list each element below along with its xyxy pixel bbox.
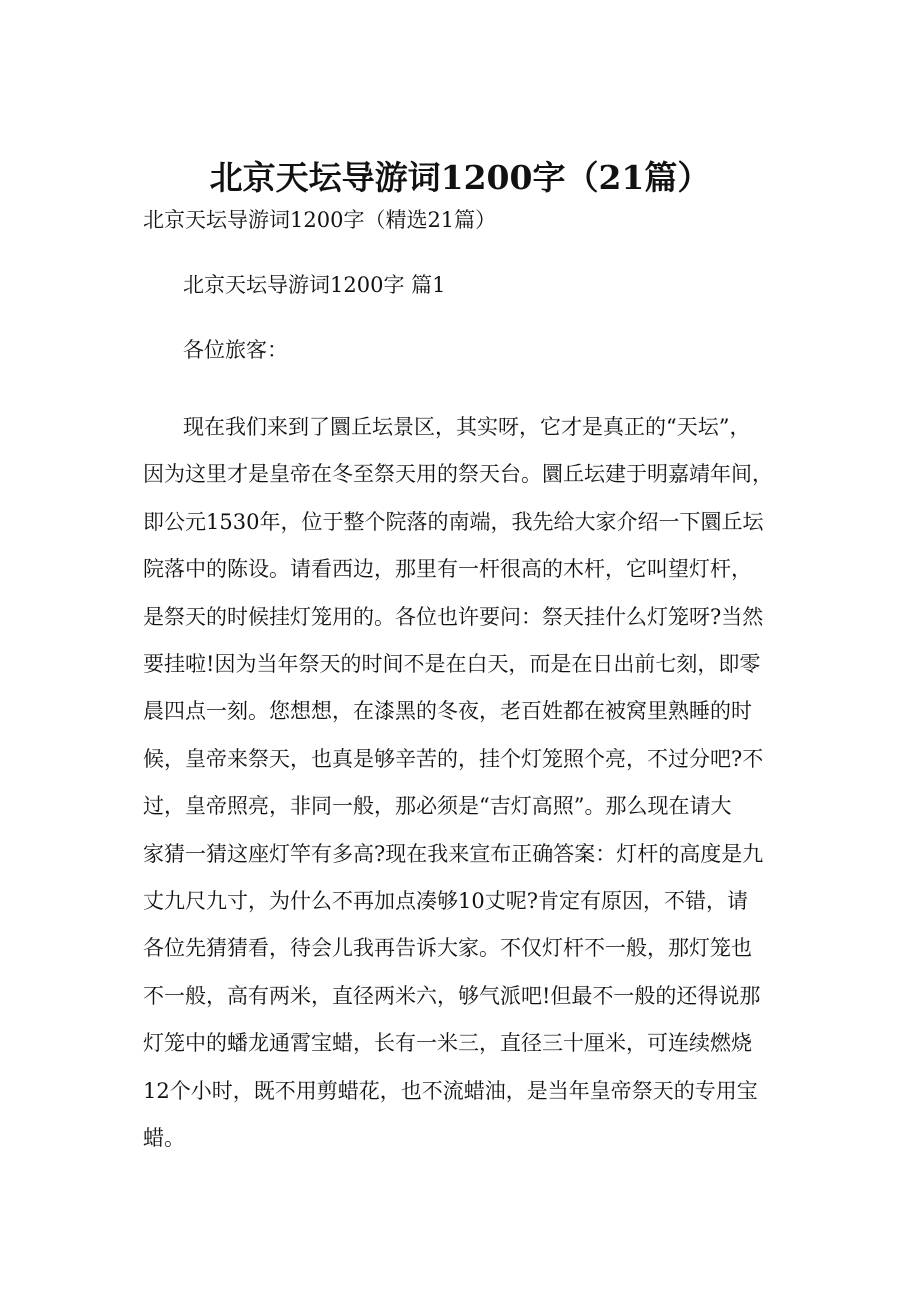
greeting: 各位旅客： bbox=[183, 338, 288, 362]
body-line: 各位先猜猜看，待会儿我再告诉大家。不仅灯杆不一般，那灯笼也 bbox=[143, 936, 752, 961]
body-line: 蜡。 bbox=[143, 1126, 185, 1150]
body-line: 12个小时，既不用剪蜡花，也不流蜡油，是当年皇帝祭天的专用宝 bbox=[143, 1078, 758, 1103]
body-line: 丈九尺九寸，为什么不再加点凑够10丈呢?肯定有原因，不错，请 bbox=[143, 889, 748, 913]
body-line: 不一般，高有两米，直径两米六，够气派吧!但最不一般的还得说那 bbox=[143, 983, 761, 1008]
section-heading: 北京天坛导游词1200字 篇1 bbox=[183, 273, 446, 297]
body-line: 过，皇帝照亮，非同一般，那必须是“吉灯高照”。那么现在请大 bbox=[143, 794, 732, 819]
body-line: 院落中的陈设。请看西边，那里有一杆很高的木杆，它叫望灯杆， bbox=[143, 557, 752, 582]
body-line: 候，皇帝来祭天，也真是够辛苦的，挂个灯笼照个亮，不过分吧?不 bbox=[143, 746, 764, 771]
body-line: 要挂啦!因为当年祭天的时间不是在白天，而是在日出前七刻，即零 bbox=[143, 652, 761, 676]
body-line: 现在我们来到了圜丘坛景区，其实呀，它才是真正的“天坛”， bbox=[183, 415, 751, 439]
body-line: 灯笼中的蟠龙通霄宝蜡，长有一米三，直径三十厘米，可连续燃烧 bbox=[143, 1031, 752, 1056]
document-subtitle: 北京天坛导游词1200字（精选21篇） bbox=[143, 208, 497, 232]
document-title: 北京天坛导游词1200字（21篇） bbox=[209, 158, 711, 197]
body-line: 晨四点一刻。您想想，在漆黑的冬夜，老百姓都在被窝里熟睡的时 bbox=[143, 699, 752, 724]
body-line: 因为这里才是皇帝在冬至祭天用的祭天台。圜丘坛建于明嘉靖年间， bbox=[143, 462, 773, 487]
body-line: 是祭天的时候挂灯笼用的。各位也许要问：祭天挂什么灯笼呀?当然 bbox=[143, 604, 764, 629]
body-line: 即公元1530年，位于整个院落的南端，我先给大家介绍一下圜丘坛 bbox=[143, 509, 764, 534]
body-line: 家猜一猜这座灯竿有多高?现在我来宣布正确答案：灯杆的高度是九 bbox=[143, 841, 764, 866]
